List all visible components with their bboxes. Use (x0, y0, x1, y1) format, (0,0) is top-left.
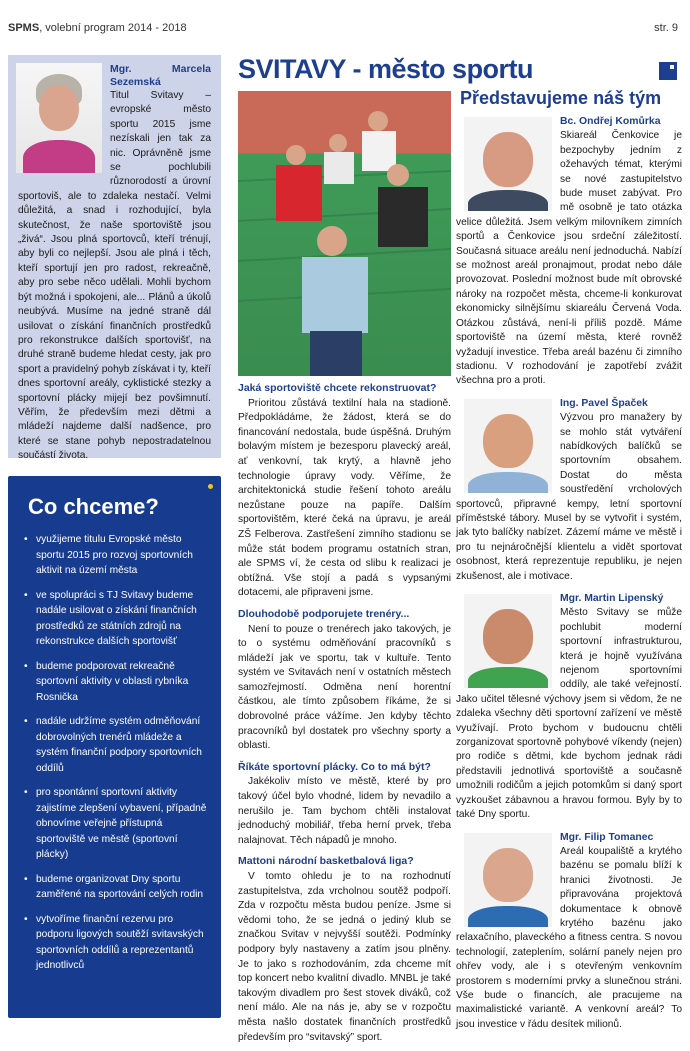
page-header (8, 22, 187, 34)
member-spacek (456, 397, 682, 584)
member-text: Skiareál Čenkovice je bezpochyby jedním z ožehavých témat, kterými se nové zastupitelstvo bude muset zabývat. Pro mě osobně je tato otázka velice důležitá. Jsem velkým milovníkem zimních sportů a Čenkovice jsou srdeční záležitostí. Současná situace areálu není jednoduchá. Nabízí se možnost areál pronajmout, prodat nebo dále provozovat. Poslední možnost bude mít obrovské nároky na rozpočet města, chceme-li konkurovat ekonomicky silnějšímu skiareálu Červená Voda. Otázkou zůstává, není-li příliš pozdě. Máme sportoviště na území města, které rovněž vyžadují investice. Třeba areál bazénu či zimního stadionu. V rozhodování je zapotřebí zvážit všechna pro a proti. (456, 130, 682, 387)
photo-face (39, 85, 79, 131)
member-photo (464, 117, 552, 211)
photo-body (468, 190, 549, 211)
section-heading: Říkáte sportovní plácky. Co to má být? (238, 760, 431, 773)
portrait-photo (16, 63, 102, 173)
member-photo (464, 594, 552, 688)
goals-box (8, 476, 221, 1018)
profile-name: Mgr. Marcela Sezemská (110, 63, 211, 88)
member-lipensky (456, 592, 682, 823)
section-heading: Mattoni národní basketbalová liga? (238, 855, 414, 868)
interview-column (238, 381, 451, 1051)
photo-face (483, 132, 532, 187)
dot-icon (208, 484, 213, 489)
member-name: Mgr. Filip Tomanec (560, 831, 654, 843)
member-name: Ing. Pavel Špaček (560, 397, 648, 409)
member-text: Výzvou pro manažery by se mohlo stát vytváření nabídkových balíčků se sportovním obsahem. Dostat do města soustředění vrcholových sportovců, připravné kempy, letní sportovní příměstské tábory. Musel by se vytvořit i systém, jak tyto balíčky nabízet. Zázemí máme ve městě i pro tu nejnáročnější klientelu a vidět sportovat osobnost, která reprezentuje republiku, je nejen zkušenost, ale i motivace. (456, 412, 682, 582)
photo-face (483, 609, 532, 664)
goal-item: • budeme organizovat Dny sportu zaměřené na sportování celých rodin (22, 872, 207, 903)
team-photo (238, 91, 451, 376)
goals-list (22, 532, 207, 974)
square-icon (659, 62, 677, 80)
photo-face (483, 414, 532, 469)
member-tomanec (456, 831, 682, 1033)
member-text: Areál koupaliště a krytého bazénu se pomalu blíží k hranici životnosti. Je připravována projektová dokumentace k obnově krytého bazénu jako relaxačního, plaveckého a fitness centra. S novou technologií, zateplením, solární panely nejen pro ohřev vody, ale i s otevřeným venkovním prostorem s moderními prvky a slunečnou stráni. Vše bude o financích, ale pracujeme na maximalistické variantě. A venkovní areál? To jsou investice v řádu desítek milionů. (456, 845, 682, 1030)
member-text: Město Svitavy se může pochlubit moderní sportovní infrastrukturou, která je hojně využívána nejenom sportovními oddíly, ale také veřejností. Jako učitel tělesné výchovy jsem si vědom, že ne zdaleka všechny děti sportovní zařízení ve městě využívají. Proto bychom v budoucnu chtěli zorganizovat sportovně pohybové víkendy (nejen) pro rodiče s dětmi, kde bychom jednak rádi představili jednotlivá sportoviště a současně umožnili rodičům a jejich potomkům si daný sport vyzkoušet zábavnou a hravou formou. Byly by to také Dny sportu. (456, 607, 682, 821)
page-number: str. 9 (654, 22, 678, 34)
profile-text: Titul Svitavy – evropské město sportu 2015 jsme nezískali jen tak za nic. Oprávněně jsme se pochlubili různorodostí a úrovní sportoviš, ale to zdaleka nestačí. Velmi důležitá, a snad i rozhodující, byla skutečnost, že naše sportoviště jsou „živá“. Jsou plná sportovců, kteří trénují, aby byli co nejlepší. Jsou ale plná i těch, kteří sportují jen pro radost, rekreačně, aby pro sebe něco udělali. Mohli bychom být možná i spokojeni, ale... Plánů a úkolů neubývá. Musíme na jedné straně dál usilovat o získání finančních prostředků pro rekonstrukce dalších sportovišť, na druhé straně budeme hledat cesty, jak pro sport a pravidelný pohyb získávat i ty, kteří dnes sportovní areály, cyklistické stezky a sportovní plácky mijejí bez povšimnutí. Věřím, že především mezi dětmi a mládeží najdeme další nadšence, pro které se stane pohyb nepostradatelnou součástí života. (18, 90, 211, 462)
section-basketbal (238, 854, 451, 1045)
section-heading: Jaká sportoviště chcete rekonstruovat? (238, 382, 437, 394)
member-name: Mgr. Martin Lipenský (560, 593, 664, 604)
goal-item: • pro spontánní sportovní aktivity zajistíme zlepšení vybavení, případně obnovíme veřejně přístupná sportoviště ve městě (sportovní plácky) (22, 785, 207, 863)
goal-item: • budeme podporovat rekreačně sportovní aktivity v oblasti rybníka Rosnička (22, 659, 207, 706)
section-treneri (238, 607, 451, 754)
header-subtitle: , volební program 2014 - 2018 (39, 22, 187, 34)
section-text: Prioritou zůstává textilní hala na stadioně. Předpokládáme, že žádost, která se do financování nedostala, bude úspěšná. Druhým bolavým místem je bezesporu plavecký areál, ať venkovní, tak krytý, a hlavně jeho technologie úpravy vody. Věříme, že architektonická studie řešení tohoto areálu nezůstane pouze na papíře. Dalším sportovištěm, které čeká na úpravu, je areál ZŠ Felberova. Zastřešení zimního stadionu se může stát bodem programu ostatních stran, ale SPMS ví, že cesta od slibu k realizaci je obtížná. Vše stojí a padá s vypsanými dotacemi, ale připraveni jsme. (238, 397, 451, 599)
team-column (456, 88, 682, 1040)
section-placky (238, 760, 451, 849)
team-title: Představujeme náš tým (460, 88, 662, 108)
left-column (8, 55, 221, 1018)
photo-body (468, 906, 549, 927)
team-photo-illustration (238, 91, 451, 376)
goal-item: • vytvoříme finanční rezervu pro podporu ligových soutěží svitavských sportovních oddílů a reprezentantů jednotlivců (22, 912, 207, 974)
goals-title: Co chceme? (28, 494, 159, 519)
section-text: Není to pouze o trenérech jako takových, je to o systému odměňování pracovníků s mládeží jak ve sportu, tak v kultuře. Tento systém ve Svitavách není v ostatních městech samozřejmostí. Odměna není horentní částkou, ale tímto způsobem říkáme, že si dobrovolné práce vážíme. Jen kdyby těchto pracovníků byl dostatek pro všechny sporty a oblasti. (238, 623, 451, 752)
photo-body (468, 667, 549, 688)
photo-body (23, 140, 95, 173)
goal-item: • nadále udržíme systém odměňování dobrovolných trenérů mládeže a systém finanční podpory sportovních oddílů (22, 714, 207, 776)
page-title: SVITAVY - město sportu (238, 54, 534, 84)
goal-item: • využijeme titulu Evropské město sportu 2015 pro rozvoj sportovních aktivit na území města (22, 532, 207, 579)
member-photo (464, 833, 552, 927)
section-rekonstrukce (238, 381, 451, 601)
header-brand: SPMS (8, 22, 40, 34)
member-photo (464, 399, 552, 493)
member-komurka (456, 115, 682, 389)
section-text: V tomto ohledu je to na rozhodnutí zastupitelstva, zda vrcholnou soutěž podpoří. Zda v rozpočtu města budou peníze. Jsme si vědomi toho, že se jedná o jediný klub se značkou Svitav v nejvyšší soutěži. Podmínky podpory byly nastaveny a zatím jsou plněny. Je to jako s rozhodováním, zda chceme mít top koncert nebo kvalitní divadlo. MNBL je také takovým divadlem pro šest stovek diváků, což není málo. Ale na nás je, aby se v rozpočtu města našlo dostatek finančních prostředků především pro “svitavský” sport. (238, 871, 451, 1043)
profile-box (8, 55, 221, 462)
member-name: Bc. Ondřej Komůrka (560, 116, 661, 127)
photo-face (483, 848, 532, 903)
section-heading: Dlouhodobě podporujete trenéry... (238, 607, 410, 620)
goal-item: • ve spolupráci s TJ Svitavy budeme nadále usilovat o získání finančních prostředků ze státních zdrojů na rekonstrukce dalších sportovišť (22, 588, 207, 650)
photo-body (468, 472, 549, 493)
section-text: Jakékoliv místo ve městě, které by pro takový účel bylo vhodné, lidem by nevadilo a nerušilo je. Tam bychom chtěli instalovat jednoduchý mobiliář, třeba herní prvek, třeba nalajnovat. Těch nápadů je mnoho. (238, 776, 451, 846)
